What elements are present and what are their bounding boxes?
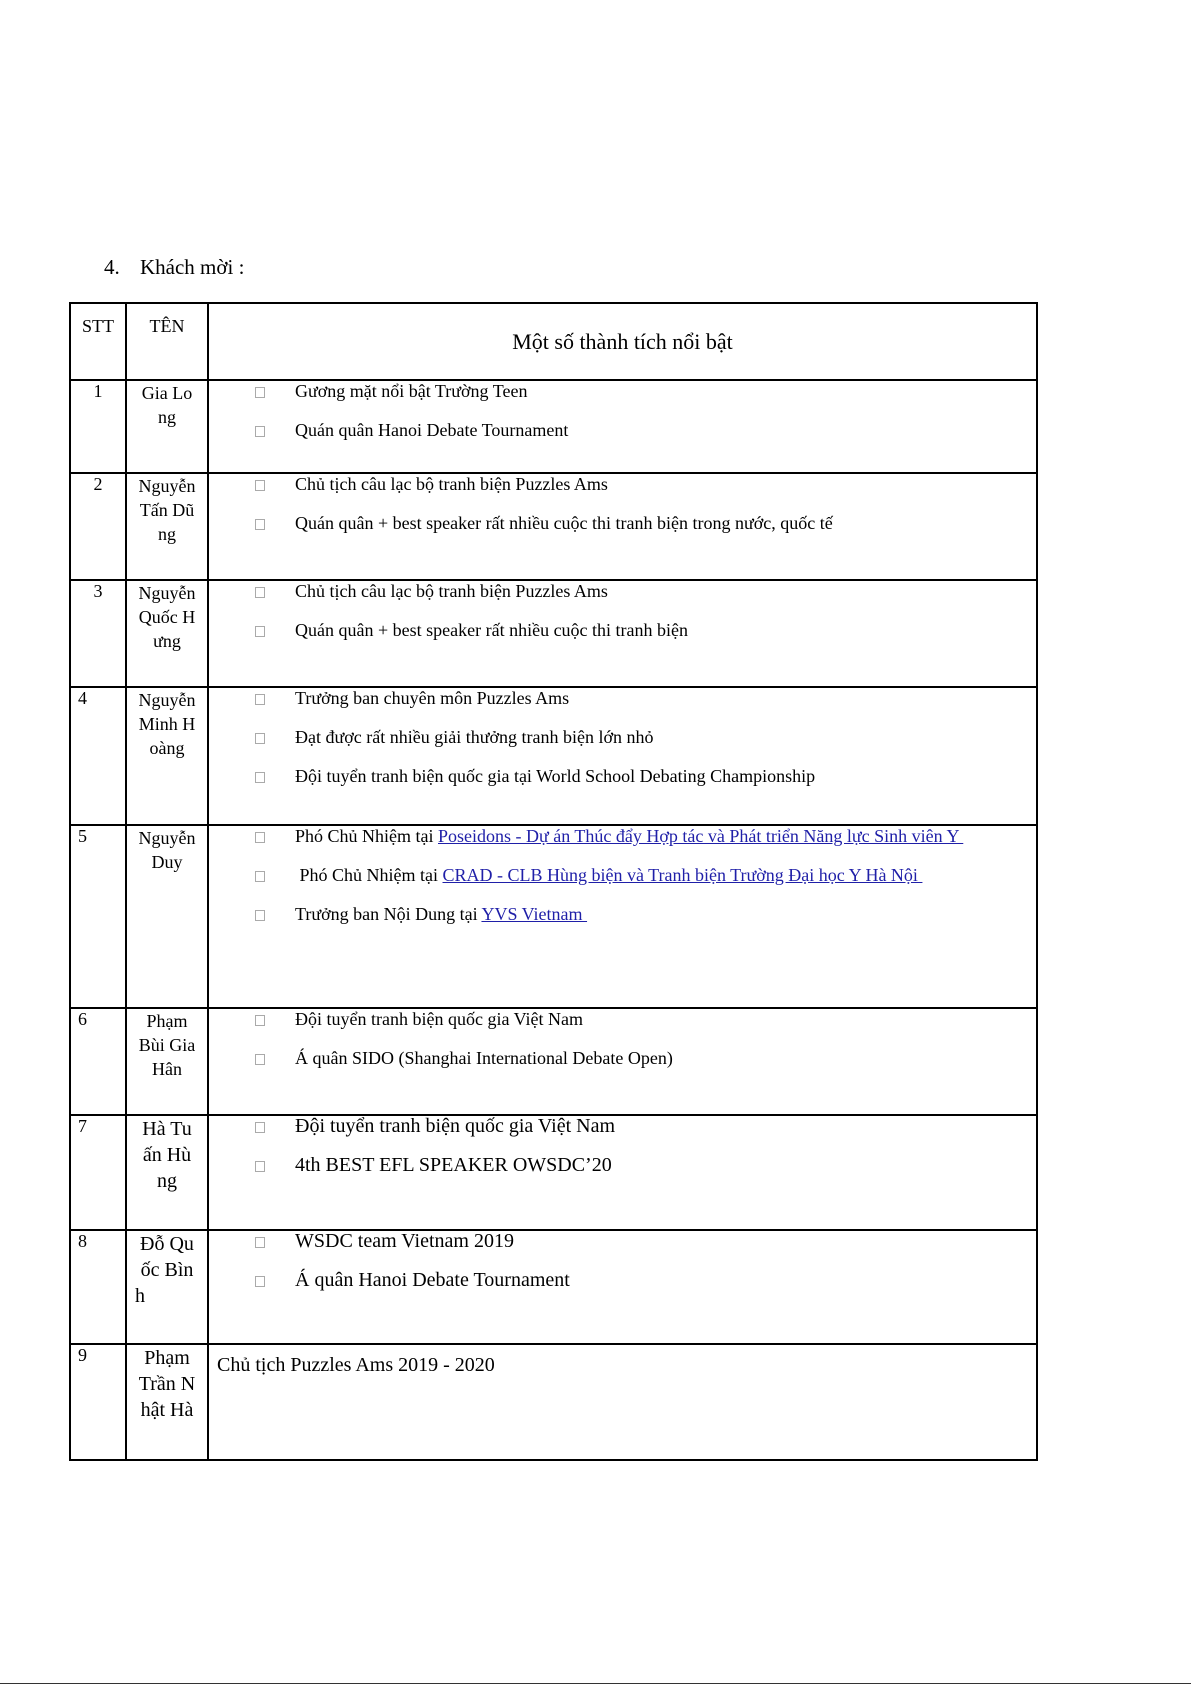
checkbox-bullet-icon — [255, 1276, 265, 1287]
row-achievements — [208, 1344, 1037, 1460]
name-line: ưng — [153, 631, 181, 651]
table-row — [70, 1115, 1037, 1230]
name-line: Tấn Dũ — [139, 500, 195, 520]
name-line: Nguyễn — [138, 583, 196, 603]
page-bottom-rule — [0, 1683, 1191, 1684]
item-text: Chủ tịch câu lạc bộ tranh biện Puzzles Ams — [295, 474, 608, 494]
row-stt: 6 — [70, 1008, 126, 1115]
checkbox-bullet-icon — [255, 387, 265, 398]
checkbox-bullet-icon — [255, 1122, 265, 1133]
row-stt: 3 — [70, 580, 126, 687]
list-item — [209, 1048, 1036, 1087]
item-text: Trưởng ban chuyên môn Puzzles Ams — [295, 688, 570, 708]
row-name — [126, 1344, 208, 1460]
crad-link[interactable]: CRAD - CLB Hùng biện và Tranh biện Trường Đại học Y Hà Nội — [442, 865, 923, 885]
table-row — [70, 473, 1037, 580]
row-achievements — [208, 473, 1037, 580]
item-text: Á quân Hanoi Debate Tournament — [295, 1269, 570, 1291]
row-name — [126, 1008, 208, 1115]
item-text: Chủ tịch Puzzles Ams 2019 - 2020 — [217, 1354, 495, 1376]
name-line: Đỗ Qu — [140, 1233, 194, 1255]
checkbox-bullet-icon — [255, 480, 265, 491]
checkbox-bullet-icon — [255, 1161, 265, 1172]
list-item — [209, 766, 1036, 805]
checkbox-bullet-icon — [255, 832, 265, 843]
list-item — [209, 1009, 1036, 1048]
list-item — [209, 581, 1036, 620]
checkbox-bullet-icon — [255, 772, 265, 783]
row-achievements — [208, 1008, 1037, 1115]
list-item — [209, 1116, 1036, 1155]
section-number: 4. — [104, 255, 120, 279]
section-title: Khách mời : — [140, 255, 245, 279]
row-name — [126, 580, 208, 687]
table-row — [70, 1344, 1037, 1460]
name-line: Bùi Gia — [138, 1035, 196, 1055]
row-name — [126, 1230, 208, 1344]
item-text: WSDC team Vietnam 2019 — [295, 1230, 514, 1252]
item-text: Đội tuyển tranh biện quốc gia Việt Nam — [295, 1009, 584, 1029]
section-heading — [104, 255, 244, 280]
item-text: Phó Chủ Nhiệm tại — [295, 865, 443, 885]
list-item — [209, 826, 1036, 865]
row-stt: 7 — [70, 1115, 126, 1230]
row-stt: 4 — [70, 687, 126, 825]
list-item — [209, 381, 1036, 420]
list-item — [209, 513, 1036, 552]
list-item — [209, 727, 1036, 766]
list-item — [209, 865, 1036, 904]
checkbox-bullet-icon — [255, 1054, 265, 1065]
table-row — [70, 380, 1037, 473]
name-line: Gia Lo — [141, 383, 193, 403]
list-item — [209, 1155, 1036, 1194]
item-text: Phó Chủ Nhiệm tại — [295, 826, 438, 846]
name-line: Duy — [151, 852, 183, 872]
name-line: Phạm — [144, 1347, 190, 1369]
header-stt: STT — [70, 303, 126, 380]
list-item — [209, 1270, 1036, 1309]
name-line: Minh H — [138, 714, 196, 734]
item-text: Quán quân + best speaker rất nhiều cuộc thi tranh biện trong nước, quốc tế — [295, 513, 833, 533]
table-row — [70, 1008, 1037, 1115]
list-item — [209, 1231, 1036, 1270]
row-name — [126, 380, 208, 473]
name-line: ấn Hù — [142, 1144, 192, 1166]
name-line: h — [135, 1285, 145, 1307]
row-stt: 1 — [70, 380, 126, 473]
row-achievements — [208, 825, 1037, 1008]
item-text: Trưởng ban Nội Dung tại — [295, 904, 482, 924]
row-achievements — [208, 580, 1037, 687]
checkbox-bullet-icon — [255, 426, 265, 437]
name-line: Quốc H — [138, 607, 196, 627]
name-line: Nguyễn — [138, 828, 196, 848]
name-line: Nguyễn — [138, 476, 196, 496]
name-line: Phạm — [146, 1011, 188, 1031]
name-line: ng — [158, 407, 176, 427]
list-item — [209, 904, 1036, 943]
name-line: Hà Tu — [142, 1118, 192, 1140]
checkbox-bullet-icon — [255, 733, 265, 744]
header-name: TÊN — [126, 303, 208, 380]
table-row — [70, 1230, 1037, 1344]
checkbox-bullet-icon — [255, 519, 265, 530]
row-name — [126, 473, 208, 580]
poseidons-link[interactable]: Poseidons - Dự án Thúc đẩy Hợp tác và Phát triển Năng lực Sinh viên Y — [438, 826, 964, 846]
item-text: Quán quân Hanoi Debate Tournament — [295, 420, 569, 440]
list-item — [209, 420, 1036, 459]
name-line: ng — [157, 1170, 177, 1192]
item-text: Đội tuyển tranh biện quốc gia tại World School Debating Championship — [295, 766, 816, 786]
table-row — [70, 580, 1037, 687]
list-item — [209, 474, 1036, 513]
item-text: 4th BEST EFL SPEAKER OWSDC’20 — [295, 1154, 612, 1176]
item-text: Á quân SIDO (Shanghai International Debate Open) — [295, 1048, 673, 1068]
checkbox-bullet-icon — [255, 1015, 265, 1026]
item-text: Đạt được rất nhiều giải thưởng tranh biện lớn nhỏ — [295, 727, 654, 747]
item-text: Quán quân + best speaker rất nhiều cuộc thi tranh biện — [295, 620, 689, 640]
item-text: Đội tuyển tranh biện quốc gia Việt Nam — [295, 1115, 616, 1137]
row-name — [126, 1115, 208, 1230]
table-row — [70, 825, 1037, 1008]
row-stt: 8 — [70, 1230, 126, 1344]
name-line: oàng — [149, 738, 185, 758]
row-stt: 9 — [70, 1344, 126, 1460]
table-row — [70, 687, 1037, 825]
list-item — [209, 620, 1036, 659]
name-line: Trần N — [138, 1373, 196, 1395]
checkbox-bullet-icon — [255, 694, 265, 705]
checkbox-bullet-icon — [255, 910, 265, 921]
row-achievements — [208, 1230, 1037, 1344]
checkbox-bullet-icon — [255, 871, 265, 882]
row-stt: 5 — [70, 825, 126, 1008]
yvs-vietnam-link[interactable]: YVS Vietnam — [481, 904, 588, 924]
header-achievements: Một số thành tích nổi bật — [208, 303, 1037, 380]
checkbox-bullet-icon — [255, 626, 265, 637]
guest-table — [69, 302, 1038, 1461]
name-line: ng — [158, 524, 176, 544]
table-header-row — [70, 303, 1037, 380]
row-achievements — [208, 1115, 1037, 1230]
row-achievements — [208, 380, 1037, 473]
list-item — [209, 688, 1036, 727]
name-line: Nguyễn — [138, 690, 196, 710]
row-achievements — [208, 687, 1037, 825]
checkbox-bullet-icon — [255, 587, 265, 598]
item-text: Gương mặt nổi bật Trường Teen — [295, 381, 528, 401]
name-line: Hân — [152, 1059, 182, 1079]
checkbox-bullet-icon — [255, 1237, 265, 1248]
row-name — [126, 825, 208, 1008]
item-text: Chủ tịch câu lạc bộ tranh biện Puzzles Ams — [295, 581, 608, 601]
name-line: hật Hà — [140, 1399, 194, 1421]
row-stt: 2 — [70, 473, 126, 580]
name-line: ốc Bìn — [140, 1259, 194, 1281]
row-name — [126, 687, 208, 825]
